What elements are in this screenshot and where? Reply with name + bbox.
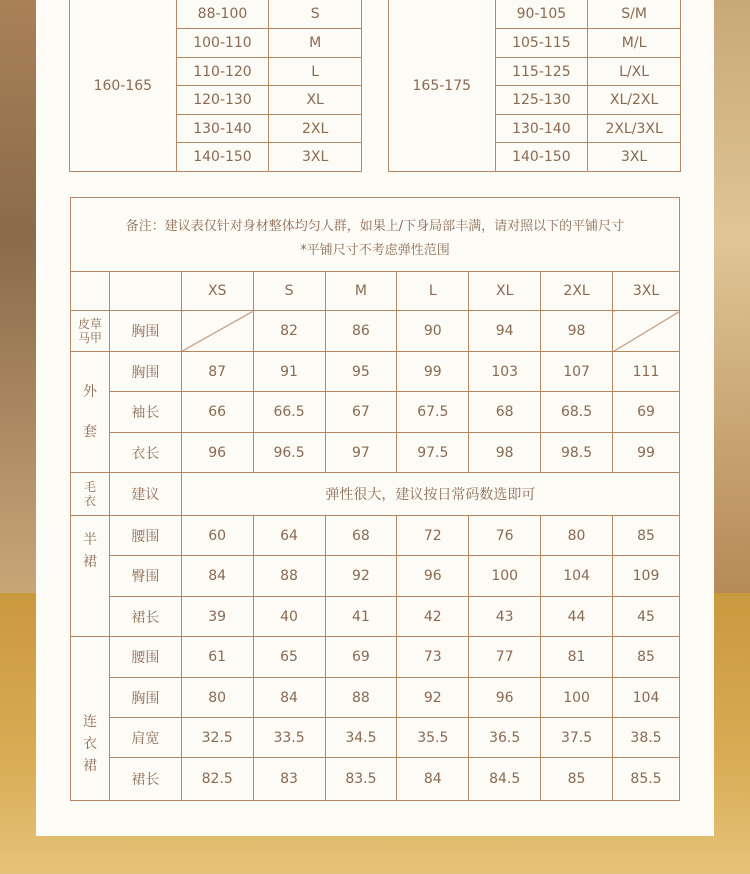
- value-cell: 111: [613, 352, 680, 392]
- height-range: 165-175: [389, 0, 496, 172]
- row-label: 胸围: [109, 311, 181, 352]
- value-cell: 39: [181, 597, 253, 637]
- hip-range: 115-125: [495, 58, 588, 86]
- category-line: 裙: [82, 554, 97, 570]
- row-label: 腰围: [109, 637, 181, 678]
- value-cell: 85: [613, 637, 680, 678]
- value-cell: 99: [397, 352, 469, 392]
- size-label: S/M: [588, 0, 681, 29]
- size-label: M/L: [588, 29, 681, 58]
- value-cell: 81: [541, 637, 613, 678]
- value-cell: 37.5: [541, 718, 613, 758]
- size-header: 3XL: [613, 272, 680, 311]
- size-header: XS: [181, 272, 253, 311]
- value-cell: 98.5: [541, 433, 613, 473]
- value-cell: 104: [613, 678, 680, 718]
- size-label: XL: [269, 86, 362, 115]
- value-cell: 84: [181, 556, 253, 597]
- value-cell: 72: [397, 516, 469, 556]
- blank-cell: [109, 272, 181, 311]
- hip-range: 130-140: [176, 115, 269, 143]
- value-cell: 96: [397, 556, 469, 597]
- value-cell: 65: [253, 637, 325, 678]
- value-cell: 92: [397, 678, 469, 718]
- value-cell: 90: [397, 311, 469, 352]
- row-label: 衣长: [109, 433, 181, 473]
- value-cell: 82: [253, 311, 325, 352]
- size-header: M: [325, 272, 397, 311]
- value-cell: 91: [253, 352, 325, 392]
- hip-range: 90-105: [495, 0, 588, 29]
- row-label: 胸围: [109, 352, 181, 392]
- category-line: 马甲: [77, 331, 102, 345]
- value-cell: 67: [325, 392, 397, 433]
- hip-range: 130-140: [495, 115, 588, 143]
- size-label: M: [269, 29, 362, 58]
- value-cell: 36.5: [469, 718, 541, 758]
- size-label: L: [269, 58, 362, 86]
- size-header: XL: [469, 272, 541, 311]
- hip-range: 140-150: [176, 143, 269, 172]
- background-left: [0, 0, 36, 593]
- value-cell: 42: [397, 597, 469, 637]
- row-label: 裙长: [109, 758, 181, 801]
- value-cell: 98: [469, 433, 541, 473]
- value-cell: 80: [181, 678, 253, 718]
- value-cell: 83: [253, 758, 325, 801]
- category-line: 半: [82, 532, 97, 548]
- value-cell: 96.5: [253, 433, 325, 473]
- not-available-cell: [613, 311, 680, 352]
- row-label: 肩宽: [109, 718, 181, 758]
- sweater-advice: 弹性很大，建议按日常码数选即可: [181, 473, 679, 516]
- value-cell: 87: [181, 352, 253, 392]
- value-cell: 69: [613, 392, 680, 433]
- value-cell: 84.5: [469, 758, 541, 801]
- value-cell: 82.5: [181, 758, 253, 801]
- category-line: 套: [82, 424, 97, 440]
- value-cell: 84: [253, 678, 325, 718]
- value-cell: 96: [469, 678, 541, 718]
- size-chart-card: [36, 0, 714, 836]
- category-vest: [71, 311, 110, 352]
- note-line-2: *平铺尺寸不考虑弹性范围: [300, 242, 450, 258]
- hip-range: 100-110: [176, 29, 269, 58]
- value-cell: 43: [469, 597, 541, 637]
- note-cell: [71, 198, 680, 272]
- value-cell: 92: [325, 556, 397, 597]
- hip-range: 125-130: [495, 86, 588, 115]
- value-cell: 85: [541, 758, 613, 801]
- hip-range: 120-130: [176, 86, 269, 115]
- value-cell: 66.5: [253, 392, 325, 433]
- category-line: 毛: [83, 480, 96, 494]
- size-header: L: [397, 272, 469, 311]
- value-cell: 86: [325, 311, 397, 352]
- height-hip-table-left: [69, 0, 362, 172]
- value-cell: 69: [325, 637, 397, 678]
- not-available-cell: [181, 311, 253, 352]
- measurement-table: [70, 197, 680, 801]
- value-cell: 33.5: [253, 718, 325, 758]
- value-cell: 99: [613, 433, 680, 473]
- size-label: 3XL: [269, 143, 362, 172]
- value-cell: 34.5: [325, 718, 397, 758]
- value-cell: 77: [469, 637, 541, 678]
- hip-range: 88-100: [176, 0, 269, 29]
- value-cell: 60: [181, 516, 253, 556]
- category-line: 裙: [82, 757, 97, 774]
- value-cell: 96: [181, 433, 253, 473]
- row-label: 腰围: [109, 516, 181, 556]
- value-cell: 83.5: [325, 758, 397, 801]
- value-cell: 104: [541, 556, 613, 597]
- note-line-1: 备注：建议表仅针对身材整体均匀人群，如果上/下身局部丰满，请对照以下的平铺尺寸: [125, 218, 625, 234]
- value-cell: 95: [325, 352, 397, 392]
- value-cell: 85: [613, 516, 680, 556]
- value-cell: 35.5: [397, 718, 469, 758]
- value-cell: 85.5: [613, 758, 680, 801]
- value-cell: 73: [397, 637, 469, 678]
- value-cell: 67.5: [397, 392, 469, 433]
- hip-range: 105-115: [495, 29, 588, 58]
- value-cell: 44: [541, 597, 613, 637]
- hip-range: 140-150: [495, 143, 588, 172]
- category-coat: [71, 352, 110, 473]
- value-cell: 80: [541, 516, 613, 556]
- size-label: 2XL/3XL: [588, 115, 681, 143]
- category-line: 连: [82, 713, 97, 730]
- row-label: 裙长: [109, 597, 181, 637]
- height-range: 160-165: [70, 0, 177, 172]
- value-cell: 103: [469, 352, 541, 392]
- size-header: 2XL: [541, 272, 613, 311]
- value-cell: 98: [541, 311, 613, 352]
- row-label: 袖长: [109, 392, 181, 433]
- category-dress: [71, 637, 110, 801]
- blank-cell: [71, 272, 110, 311]
- value-cell: 41: [325, 597, 397, 637]
- background-right: [714, 0, 750, 593]
- category-line: 皮草: [77, 317, 102, 331]
- value-cell: 97: [325, 433, 397, 473]
- row-label: 建议: [109, 473, 181, 516]
- value-cell: 94: [469, 311, 541, 352]
- category-sweater: [71, 473, 110, 516]
- value-cell: 100: [541, 678, 613, 718]
- value-cell: 68: [325, 516, 397, 556]
- value-cell: 76: [469, 516, 541, 556]
- value-cell: 45: [613, 597, 680, 637]
- value-cell: 38.5: [613, 718, 680, 758]
- height-hip-table-right: [388, 0, 681, 172]
- value-cell: 64: [253, 516, 325, 556]
- size-header: S: [253, 272, 325, 311]
- size-label: S: [269, 0, 362, 29]
- category-line: 外: [82, 384, 97, 400]
- value-cell: 100: [469, 556, 541, 597]
- row-label: 胸围: [109, 678, 181, 718]
- row-label: 臀围: [109, 556, 181, 597]
- category-skirt: [71, 516, 110, 637]
- value-cell: 97.5: [397, 433, 469, 473]
- size-label: XL/2XL: [588, 86, 681, 115]
- value-cell: 68: [469, 392, 541, 433]
- size-label: 2XL: [269, 115, 362, 143]
- value-cell: 88: [253, 556, 325, 597]
- value-cell: 66: [181, 392, 253, 433]
- value-cell: 40: [253, 597, 325, 637]
- value-cell: 32.5: [181, 718, 253, 758]
- hip-range: 110-120: [176, 58, 269, 86]
- value-cell: 109: [613, 556, 680, 597]
- value-cell: 61: [181, 637, 253, 678]
- value-cell: 88: [325, 678, 397, 718]
- value-cell: 84: [397, 758, 469, 801]
- category-line: 衣: [83, 494, 96, 508]
- size-label: L/XL: [588, 58, 681, 86]
- category-line: 衣: [82, 735, 97, 752]
- size-label: 3XL: [588, 143, 681, 172]
- value-cell: 107: [541, 352, 613, 392]
- value-cell: 68.5: [541, 392, 613, 433]
